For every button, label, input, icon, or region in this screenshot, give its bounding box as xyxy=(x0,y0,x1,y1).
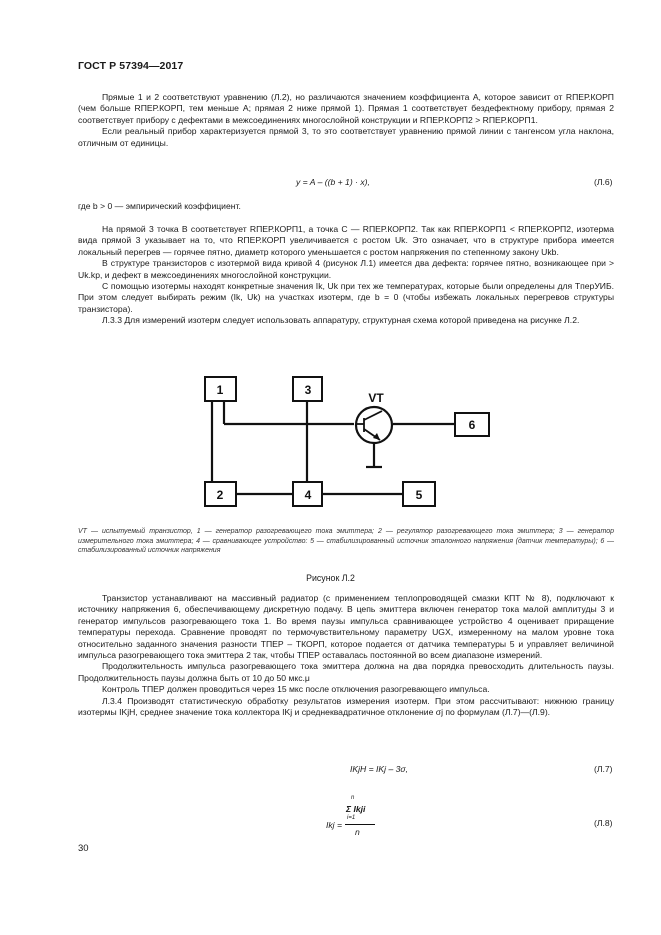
formula-l8-sum-bottom: i=1 xyxy=(347,815,356,821)
formula-l6: y = A – ((b + 1) · x), xyxy=(296,177,370,187)
formula-l6-number: (Л.6) xyxy=(594,177,613,187)
paragraph: На прямой 3 точка В соответствует RПЕР.КОРП1, а точка С — RПЕР.КОРП2. Так как RПЕР.КОРП1 < RПЕР.КОРП2, изотерма вида прямой 3 указывает на то, что RПЕР.КОРП увеличивается с ростом Uk. Это означает, что в структуре прибора имеется локальный перегрев — горячее пятно, диаметр которого уменьшается с ростом напряжения по степенному закону Ukb. xyxy=(78,224,614,257)
block-3-label: 3 xyxy=(304,383,312,397)
block-1-label: 1 xyxy=(216,383,224,397)
block-2-label: 2 xyxy=(216,488,224,502)
formula-l8-lhs: Ikj = xyxy=(326,820,342,830)
paragraph: Л.3.4 Производят статистическую обработку результатов измерения изотерм. При этом рассчитывают: нижнюю границу изотермы IKjH, среднее значение тока коллектора IKj и среднеквадратичное отклонение σj по формулам (Л.7)—(Л.9). xyxy=(78,695,614,718)
figure-caption: VT — испытуемый транзистор, 1 — генератор разогревающего тока эмиттера; 2 — регулятор разогревающего тока эмиттера; 3 — генератор измерительного тока эмиттера; 4 — сравнивающее устройство: 5 — стабилизированный источник эталонного напряжения (датчик температуры); 6 — стабилизированный источник напряжения xyxy=(78,528,614,554)
standard-header: ГОСТ Р 57394—2017 xyxy=(78,60,184,72)
figure-title: Рисунок Л.2 xyxy=(306,573,355,583)
paragraph: Л.3.3 Для измерений изотерм следует использовать аппаратуру, структурная схема которой приведена на рисунке Л.2. xyxy=(102,315,580,326)
formula-l8-sum: Σ Ikji xyxy=(346,804,366,814)
paragraph: Продолжительность импульса разогревающего тока эмиттера должна на два порядка превосходить длительность паузы. Продолжительность паузы должна быть от 10 до 50 мкс.μ xyxy=(78,661,614,683)
paragraph: С помощью изотермы находят конкретные значения Ik, Uk при тех же температурах, которые были определены для TперУИБ. При этом следует выбирать режим (Ik, Uk) на участках изотерм, где b = 0 (чтобы избежать локальных перегревов структуры транзистора). xyxy=(78,281,614,314)
transistor-label: VT xyxy=(368,391,384,405)
paragraph: В структуре транзисторов с изотермой вида кривой 4 (рисунок Л.1) имеется два дефекта: горячее пятно, возникающее при > Uk.kp, и дефект в межсоединениях многослойной конструкции. xyxy=(78,258,614,280)
paragraph: где b > 0 — эмпирический коэффициент. xyxy=(78,201,241,211)
paragraph: Транзистор устанавливают на массивный радиатор (с применением теплопроводящей смазки КПТ № 8), подключают к источнику напряжения 6, обеспечивающему дискретную подачу. В цепь эмиттера включен генератор тока малой амплитуды 3 и генератор импульсов разогревающего тока 1. Во время паузы импульса сравнивающее устройство 4 оценивает приращение температуры перехода. Сравнение проводят по термочувствительному параметру UGX, измеренному на малом уровне тока относительно заданного значения разности TПЕР – TКОРП, которое подается от датчика температуры 5 и управляет величиной импульса разогревающего тока эмиттера 2 так, чтобы TПЕР оставалась постоянной во всем диапазоне измерений. xyxy=(78,593,614,661)
paragraph: Прямые 1 и 2 соответствуют уравнению (Л.2), но различаются значением коэффициента А, которое зависит от RПЕР.КОРП (чем больше RПЕР.КОРП, тем меньше А; прямая 2 ниже прямой 1). Прямая 1 соответствует бездефектному прибору, прямая 2 соответствует прибору с дефектами в межсоединениях многослойной конструкции и RПЕР.КОРП2 > RПЕР.КОРП1. xyxy=(78,92,614,125)
block-6-label: 6 xyxy=(468,418,476,432)
formula-l7-number: (Л.7) xyxy=(594,764,613,774)
block-5-label: 5 xyxy=(415,488,423,502)
page-number: 30 xyxy=(78,843,89,854)
formula-l7: IKjH = IKj – 3σ, xyxy=(350,764,408,774)
paragraph: Контроль TПЕР должен проводиться через 15 мкс после отключения разогревающего импульса. xyxy=(102,684,490,695)
formula-l8-fraction-bar xyxy=(345,824,375,825)
text-block-bottom xyxy=(78,593,614,718)
formula-l8-number: (Л.8) xyxy=(594,818,613,828)
formula-l8-denominator: n xyxy=(355,827,360,837)
paragraph: Если реальный прибор характеризуется прямой 3, то это соответствует уравнению прямой линии с тангенсом угла наклона, отличным от единицы. xyxy=(78,126,614,148)
formula-l8-sum-top: n xyxy=(351,795,355,801)
block-4-label: 4 xyxy=(304,488,312,502)
